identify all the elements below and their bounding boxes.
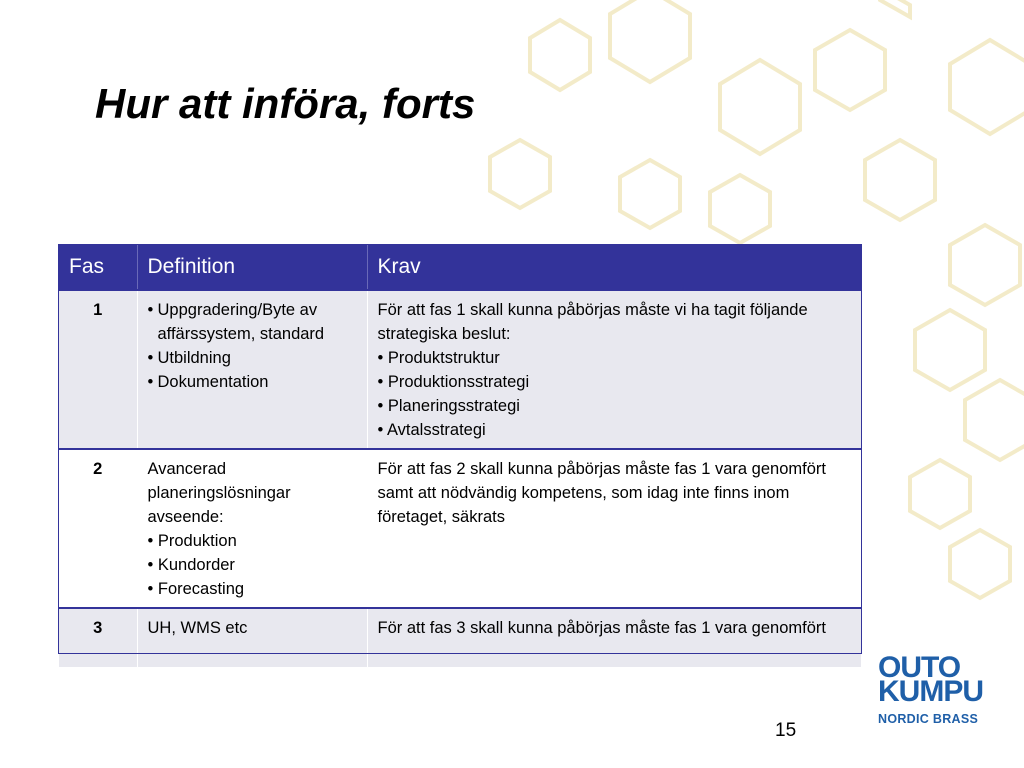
krav-cell: För att fas 2 skall kunna påbörjas måste fas 1 vara genomfört samt att nödvändig kompetens, som idag inte finns inom företaget, säkrats [367, 449, 861, 608]
definition-list [148, 529, 357, 601]
logo-subtitle: NORDIC BRASS [878, 712, 979, 726]
page-number: 15 [775, 720, 797, 741]
hexagon-shape [950, 530, 1010, 598]
logo-line-2: KUMPU [878, 675, 983, 708]
hexagon-shape [530, 20, 590, 90]
table-row [59, 608, 861, 667]
hexagon-shape [720, 60, 800, 154]
krav-intro: För att fas 1 skall kunna påbörjas måste vi ha tagit följande strategiska beslut: [377, 301, 808, 343]
definition-cell: UH, WMS etc [137, 608, 367, 667]
krav-cell [367, 290, 861, 449]
list-item: • Uppgradering/Byte av affärssystem, standard [148, 298, 357, 346]
hexagon-shape [965, 380, 1024, 460]
krav-list [378, 346, 852, 442]
definition-intro: Avancerad planeringslösningar avseende: [147, 460, 291, 526]
logo-line-1: OUTO [878, 651, 961, 684]
list-item: • Avtalsstrategi [378, 418, 852, 442]
hexagon-shape [610, 0, 690, 82]
hexagon-shape [910, 460, 970, 528]
list-item: • Produktionsstrategi [378, 370, 852, 394]
hexagon-shape [950, 40, 1024, 134]
definition-cell [137, 290, 367, 449]
hexagon-shape [865, 140, 935, 220]
table-row [59, 449, 861, 608]
phases-table [59, 245, 861, 667]
list-item: • Planeringsstrategi [378, 394, 852, 418]
outokumpu-logo [878, 651, 988, 726]
column-header-krav: Krav [367, 245, 861, 290]
list-item: • Produktstruktur [378, 346, 852, 370]
definition-list [148, 298, 357, 394]
hexagon-shape [950, 225, 1020, 305]
column-header-definition: Definition [137, 245, 367, 290]
definition-cell [137, 449, 367, 608]
list-item: • Forecasting [148, 577, 357, 601]
hexagon-shape [880, 0, 910, 17]
table-row [59, 290, 861, 449]
hexagon-shape [815, 30, 885, 110]
hexagon-shape [710, 175, 770, 243]
list-item: • Dokumentation [148, 370, 357, 394]
list-item: • Utbildning [148, 346, 357, 370]
column-header-fas: Fas [59, 245, 137, 290]
hexagon-shape [915, 310, 985, 390]
fas-cell: 3 [59, 608, 137, 667]
hexagon-shape [620, 160, 680, 228]
list-item: • Produktion [148, 529, 357, 553]
list-item: • Kundorder [148, 553, 357, 577]
fas-cell: 1 [59, 290, 137, 449]
hexagon-shape [490, 140, 550, 208]
table-header-row [59, 245, 861, 290]
slide-title: Hur att införa, forts [95, 80, 476, 127]
krav-cell: För att fas 3 skall kunna påbörjas måste fas 1 vara genomfört [367, 608, 861, 667]
fas-cell: 2 [59, 449, 137, 608]
